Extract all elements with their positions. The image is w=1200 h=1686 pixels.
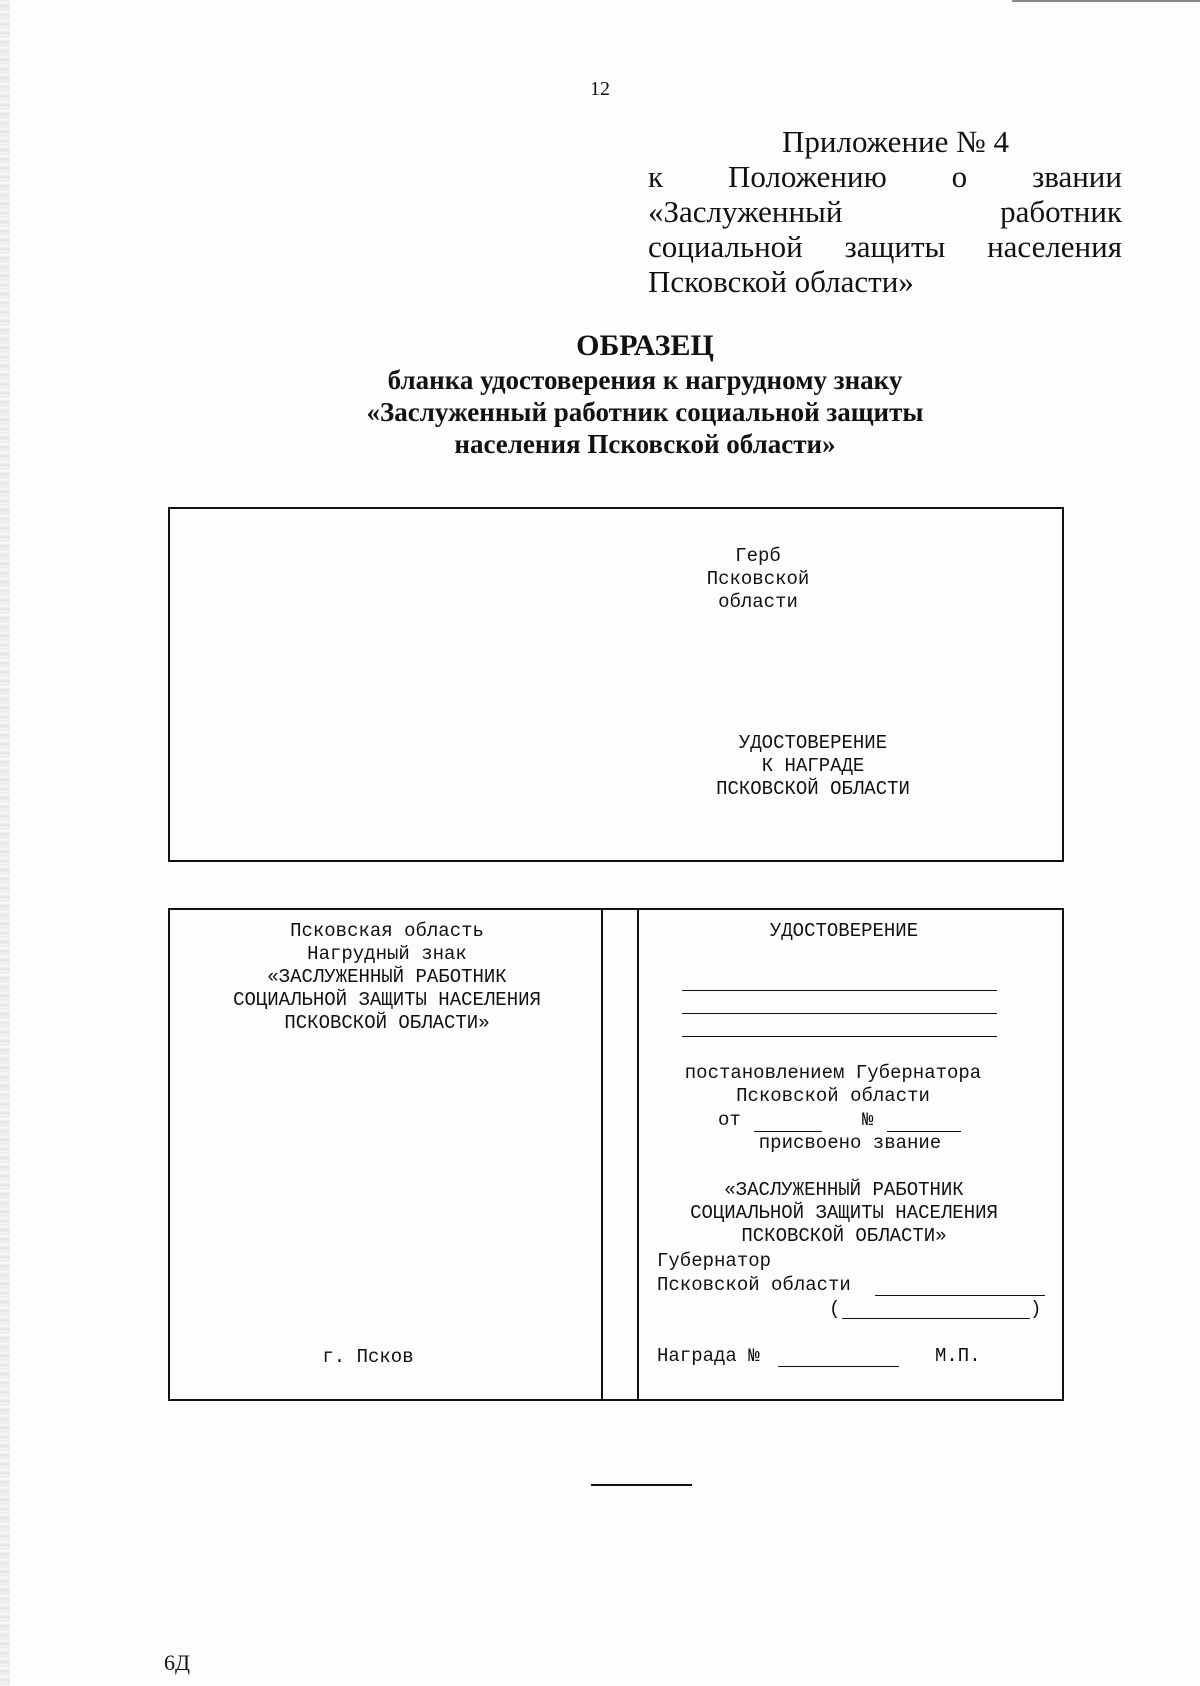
inner-left-text	[197, 920, 577, 1035]
governor-signature-line	[875, 1295, 1045, 1296]
cover-title-line: УДОСТОВЕРЕНИЕ	[738, 732, 888, 754]
emblem-line: Псковской	[706, 568, 810, 590]
recipient-name-line	[682, 1013, 997, 1014]
cover-title-line: К НАГРАДЕ	[761, 755, 865, 777]
award-title	[664, 1179, 1024, 1248]
heading-title: ОБРАЗЕЦ	[576, 329, 714, 362]
decree-text	[653, 1062, 1013, 1108]
cover-title	[673, 732, 953, 801]
award-title-line: ПСКОВСКОЙ ОБЛАСТИ»	[741, 1225, 947, 1247]
decree-line: Псковской области	[736, 1085, 930, 1107]
page-number: 12	[590, 78, 610, 100]
inner-left-line: «ЗАСЛУЖЕННЫЙ РАБОТНИК	[267, 966, 507, 988]
governor-name-paren-close: )	[1030, 1298, 1042, 1320]
inner-right-title: УДОСТОВЕРЕНИЕ	[769, 920, 919, 942]
inner-left-line: Псковская область	[290, 920, 484, 942]
heading-line: населения Псковской области»	[454, 429, 836, 459]
emblem-placeholder	[658, 545, 858, 614]
recipient-name-line	[682, 990, 997, 991]
award-number-label: Награда №	[657, 1345, 760, 1367]
decree-number-label: №	[862, 1109, 874, 1131]
recipient-name-line	[682, 1036, 997, 1037]
award-number-line	[778, 1366, 899, 1367]
governor-name-line	[842, 1318, 1030, 1319]
scan-edge	[0, 0, 10, 1686]
emblem-line: Герб	[735, 545, 781, 567]
heading-line: «Заслуженный работник социальной защиты	[366, 397, 924, 427]
end-divider	[591, 1484, 692, 1486]
inner-left-line: Нагрудный знак	[307, 943, 467, 965]
certificate-spine	[601, 908, 639, 1401]
governor-region-label: Псковской области	[657, 1274, 851, 1296]
inner-left-line: ПСКОВСКОЙ ОБЛАСТИ»	[284, 1012, 490, 1034]
governor-label: Губернатор	[657, 1250, 772, 1272]
decree-date-label: от	[718, 1109, 741, 1131]
city-label: г. Псков	[322, 1346, 414, 1368]
appendix-block	[648, 124, 1122, 299]
certificate-cover-frame	[168, 507, 1064, 862]
decree-line: постановлением Губернатора	[684, 1062, 982, 1084]
award-title-line: «ЗАСЛУЖЕННЫЙ РАБОТНИК	[724, 1179, 964, 1201]
award-title-line: СОЦИАЛЬНОЙ ЗАЩИТЫ НАСЕЛЕНИЯ	[690, 1202, 998, 1224]
cover-title-line: ПСКОВСКОЙ ОБЛАСТИ	[716, 778, 910, 800]
heading-line: бланка удостоверения к нагрудному знаку	[387, 365, 903, 395]
appendix-text: к Положению о звании «Заслуженный работник социальной защиты населения Псковской области»	[648, 159, 1122, 299]
assigned-title-label: присвоено звание	[758, 1132, 942, 1154]
emblem-line: области	[718, 591, 798, 613]
footer-code: 6Д	[164, 1650, 191, 1675]
appendix-title: Приложение № 4	[782, 124, 1009, 159]
document-heading	[140, 328, 1150, 460]
governor-name-paren-open: (	[829, 1298, 841, 1320]
inner-left-line: СОЦИАЛЬНОЙ ЗАЩИТЫ НАСЕЛЕНИЯ	[233, 989, 541, 1011]
seal-place-label: М.П.	[935, 1345, 981, 1367]
top-rule	[1012, 0, 1200, 2]
